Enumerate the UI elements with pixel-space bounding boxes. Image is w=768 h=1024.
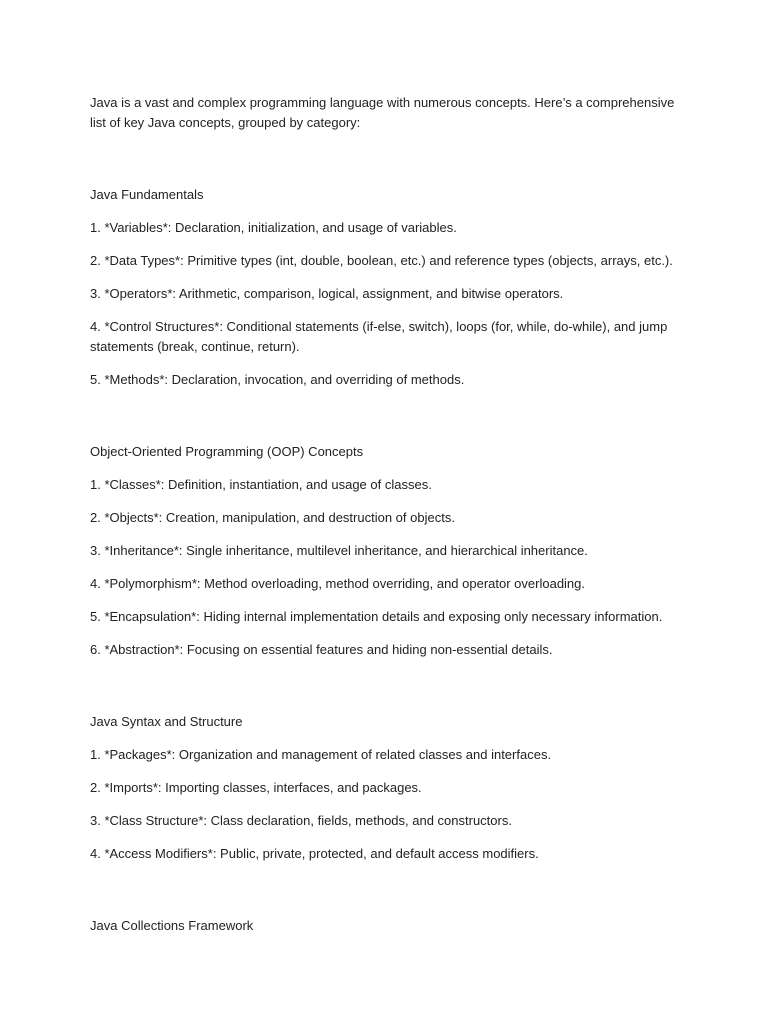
section-heading: Java Collections Framework	[90, 918, 254, 933]
list-item: 3. *Operators*: Arithmetic, comparison, logical, assignment, and bitwise operators.	[90, 286, 564, 301]
list-item: 6. *Abstraction*: Focusing on essential features and hiding non-essential details.	[90, 642, 553, 657]
section-collections	[90, 916, 690, 936]
list-item: 1. *Packages*: Organization and management of related classes and interfaces.	[90, 747, 552, 762]
section-heading: Java Fundamentals	[90, 187, 204, 202]
list-item: 4. *Control Structures*: Conditional statements (if-else, switch), loops (for, while, do-while), and jump statements (break, continue, return).	[90, 319, 668, 354]
section-oop-concepts	[90, 442, 690, 660]
section-java-syntax	[90, 712, 690, 864]
list-item: 4. *Polymorphism*: Method overloading, method overriding, and operator overloading.	[90, 576, 586, 591]
document-page	[90, 93, 690, 949]
section-java-fundamentals	[90, 185, 690, 390]
list-item: 1. *Classes*: Definition, instantiation, and usage of classes.	[90, 477, 432, 492]
list-item: 4. *Access Modifiers*: Public, private, protected, and default access modifiers.	[90, 846, 539, 861]
list-item: 1. *Variables*: Declaration, initialization, and usage of variables.	[90, 220, 457, 235]
list-item: 2. *Imports*: Importing classes, interfaces, and packages.	[90, 780, 422, 795]
section-heading: Java Syntax and Structure	[90, 714, 243, 729]
list-item: 5. *Methods*: Declaration, invocation, and overriding of methods.	[90, 372, 465, 387]
section-heading: Object-Oriented Programming (OOP) Concepts	[90, 444, 364, 459]
list-item: 3. *Inheritance*: Single inheritance, multilevel inheritance, and hierarchical inheritance.	[90, 543, 588, 558]
intro-paragraph: Java is a vast and complex programming language with numerous concepts. Here’s a comprehensive list of key Java concepts, grouped by category:	[90, 95, 675, 130]
list-item: 3. *Class Structure*: Class declaration, fields, methods, and constructors.	[90, 813, 512, 828]
list-item: 2. *Data Types*: Primitive types (int, double, boolean, etc.) and reference types (objects, arrays, etc.).	[90, 253, 673, 268]
list-item: 5. *Encapsulation*: Hiding internal implementation details and exposing only necessary information.	[90, 609, 663, 624]
list-item: 2. *Objects*: Creation, manipulation, and destruction of objects.	[90, 510, 455, 525]
